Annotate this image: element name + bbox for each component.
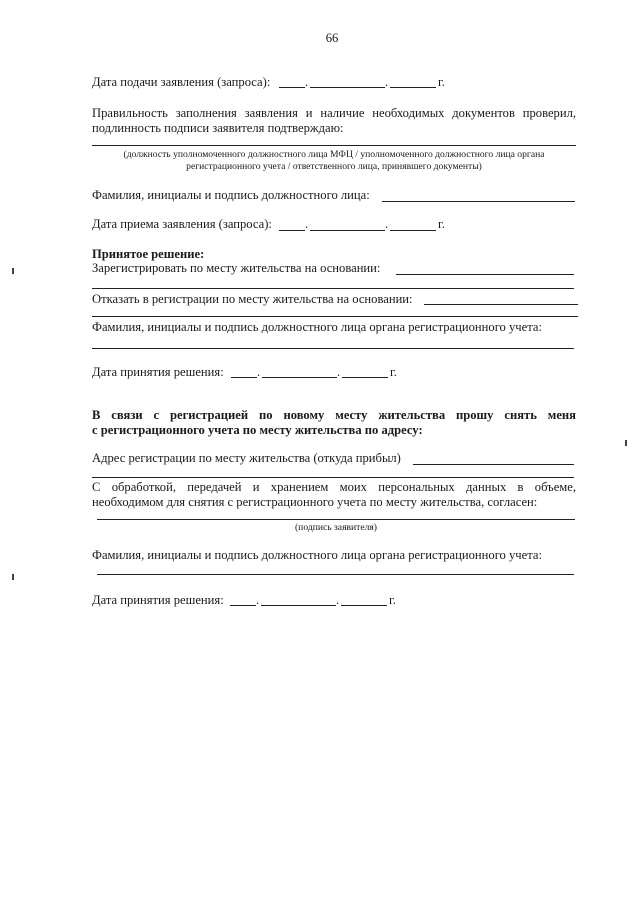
decision-date-dot-1: . xyxy=(257,365,261,379)
applicant-signature-caption: (подпись заявителя) xyxy=(294,522,377,533)
decision-official-field[interactable] xyxy=(92,348,574,349)
submission-year-suffix: г. xyxy=(438,75,445,89)
submission-year-field[interactable] xyxy=(390,87,436,88)
deregistration-official-field[interactable] xyxy=(97,574,574,575)
previous-address-field[interactable] xyxy=(413,464,574,465)
decision-month-field[interactable] xyxy=(262,377,337,378)
refuse-basis-label: Отказать в регистрации по месту жительства на основании: xyxy=(92,292,413,306)
receipt-date-label: Дата приема заявления (запроса): xyxy=(92,217,272,231)
receipt-date-dot-2: . xyxy=(385,217,389,231)
deregistration-year-field[interactable] xyxy=(341,605,387,606)
submission-date-dot-2: . xyxy=(385,75,389,89)
receipt-year-field[interactable] xyxy=(390,230,436,231)
register-basis-label: Зарегистрировать по месту жительства на основании: xyxy=(92,261,381,275)
receipt-year-suffix: г. xyxy=(438,217,445,231)
submission-month-field[interactable] xyxy=(310,87,385,88)
previous-address-field-continued[interactable] xyxy=(92,477,574,478)
decision-date-dot-2: . xyxy=(337,365,341,379)
previous-address-label: Адрес регистрации по месту жительства (откуда прибыл) xyxy=(92,451,401,465)
deregistration-date-dot-1: . xyxy=(256,593,260,607)
submission-date-label: Дата подачи заявления (запроса): xyxy=(92,75,271,89)
consent-text-line2: необходимом для снятия с регистрационного учета по месту жительства, согласен: xyxy=(92,495,538,509)
deregistration-heading-line1: В связи с регистрацией по новому месту жительства прошу снять меня xyxy=(92,408,576,422)
deregistration-month-field[interactable] xyxy=(261,605,336,606)
responsible-position-field[interactable] xyxy=(92,145,576,146)
submission-day-field[interactable] xyxy=(279,87,305,88)
decision-official-label: Фамилия, инициалы и подпись должностного лица органа регистрационного учета: xyxy=(92,320,542,334)
decision-heading: Принятое решение: xyxy=(92,247,205,261)
register-basis-field[interactable] xyxy=(396,274,574,275)
decision-day-field[interactable] xyxy=(231,377,257,378)
refuse-basis-field[interactable] xyxy=(424,304,578,305)
deregistration-date-label: Дата принятия решения: xyxy=(92,593,224,607)
receipt-date-dot-1: . xyxy=(305,217,309,231)
receipt-month-field[interactable] xyxy=(310,230,385,231)
official-signature-field[interactable] xyxy=(382,201,575,202)
decision-year-field[interactable] xyxy=(342,377,388,378)
verification-text-line2: подлинность подписи заявителя подтверждаю: xyxy=(92,121,344,135)
submission-date-dot-1: . xyxy=(305,75,309,89)
deregistration-heading-line2: с регистрационного учета по месту жительства по адресу: xyxy=(92,423,423,437)
decision-date-label: Дата принятия решения: xyxy=(92,365,224,379)
responsible-position-caption-line1: (должность уполномоченного должностного лица МФЦ / уполномоченного должностного лица органа xyxy=(123,149,545,160)
register-basis-field-continued[interactable] xyxy=(92,288,574,289)
consent-text-line1: С обработкой, передачей и хранением моих персональных данных в объеме, xyxy=(92,480,576,494)
applicant-signature-field[interactable] xyxy=(97,519,575,520)
receipt-day-field[interactable] xyxy=(279,230,305,231)
scan-edge-mark xyxy=(12,268,14,274)
refuse-basis-field-continued[interactable] xyxy=(92,316,578,317)
deregistration-year-suffix: г. xyxy=(389,593,396,607)
official-signature-label: Фамилия, инициалы и подпись должностного лица: xyxy=(92,188,370,202)
verification-text-line1: Правильность заполнения заявления и наличие необходимых документов проверил, xyxy=(92,106,576,120)
scan-edge-mark xyxy=(12,574,14,580)
deregistration-official-label: Фамилия, инициалы и подпись должностного лица органа регистрационного учета: xyxy=(92,548,542,562)
decision-year-suffix: г. xyxy=(390,365,397,379)
page-number: 66 xyxy=(325,31,339,45)
responsible-position-caption-line2: регистрационного учета / ответственного лица, принявшего документы) xyxy=(186,161,482,172)
deregistration-date-dot-2: . xyxy=(336,593,340,607)
deregistration-day-field[interactable] xyxy=(230,605,256,606)
scan-edge-mark xyxy=(625,440,627,446)
